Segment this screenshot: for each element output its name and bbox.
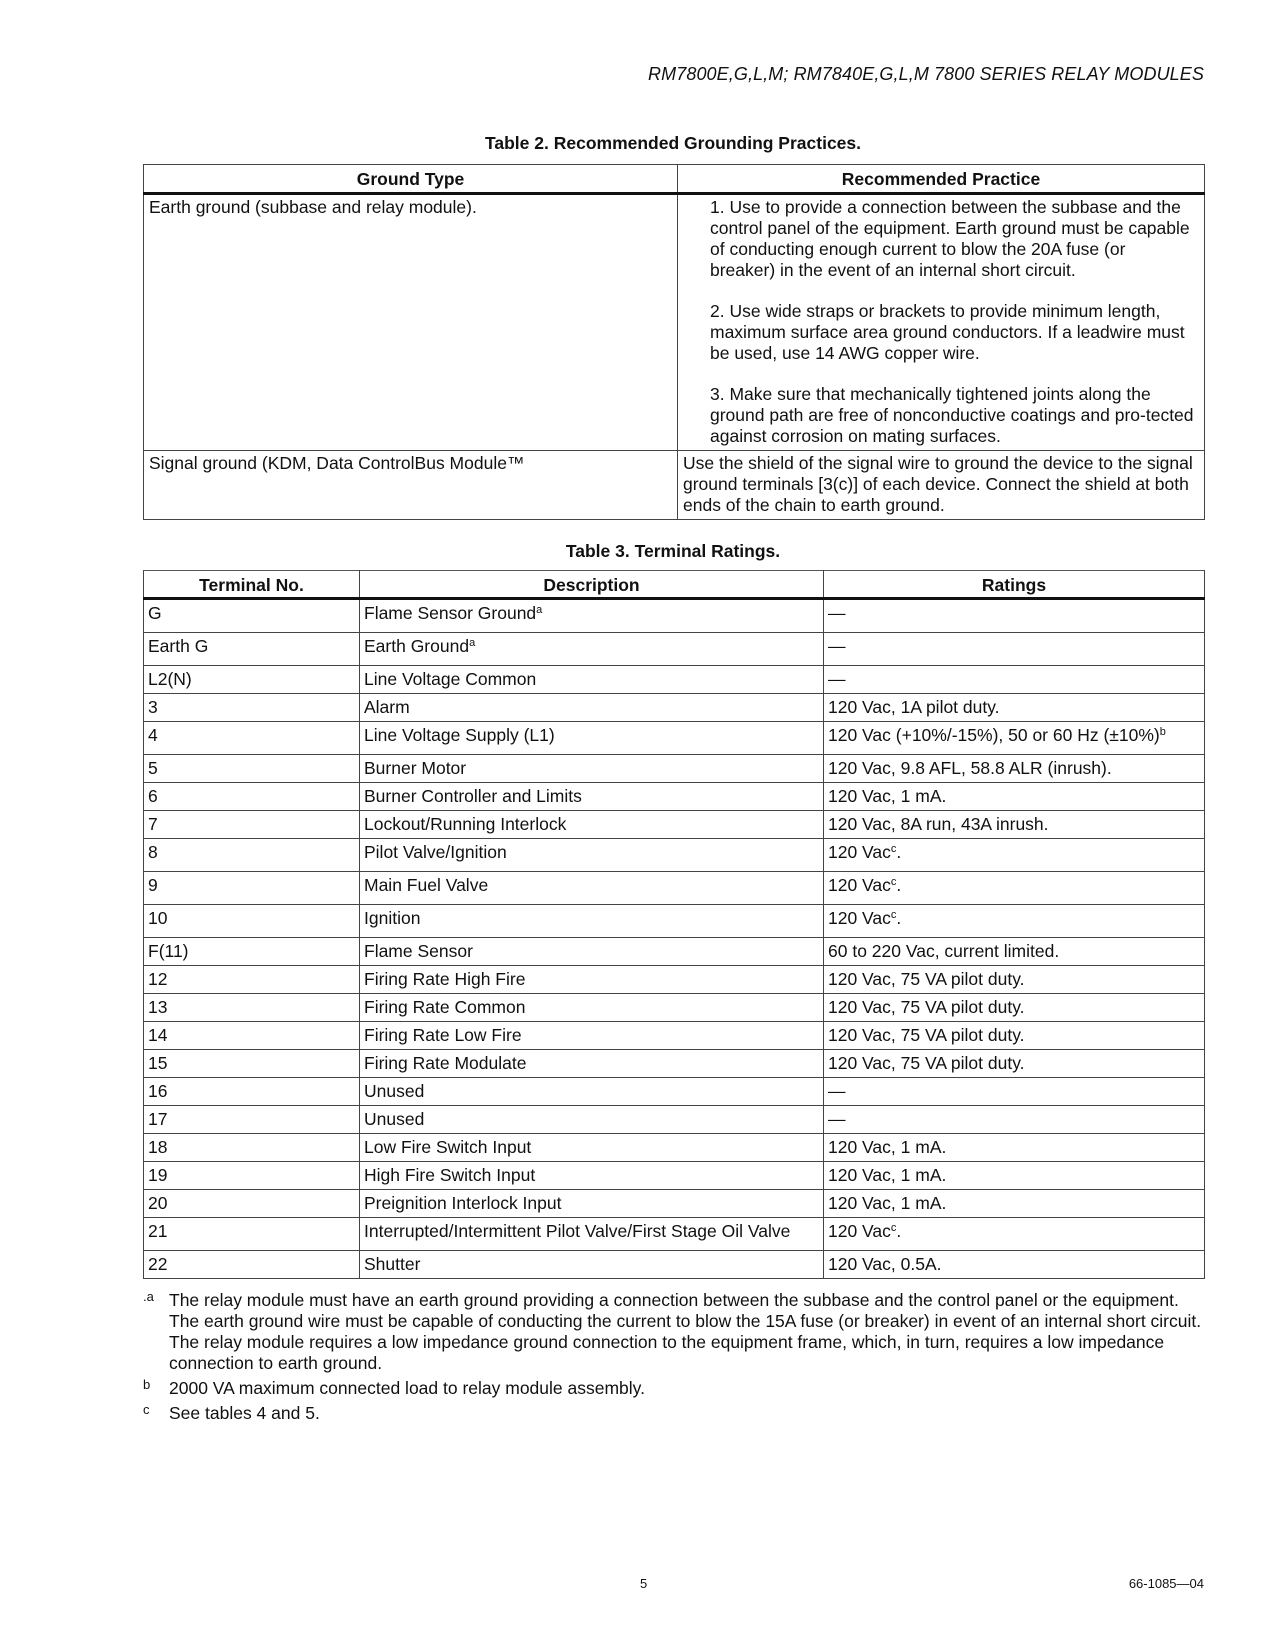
description-cell-text: Unused	[364, 1109, 425, 1129]
table-row	[144, 905, 1205, 938]
description-cell-text: Pilot Valve/Ignition	[364, 842, 507, 862]
footnote-mark: .a	[143, 1289, 154, 1304]
running-header: RM7800E,G,L,M; RM7840E,G,L,M 7800 SERIES RELAY MODULES	[648, 64, 1204, 84]
rating-cell-text: 120 Vac, 75 VA pilot duty.	[828, 1053, 1025, 1073]
punctuation: .	[896, 842, 902, 862]
table-row	[144, 1190, 1205, 1218]
table-header-row	[144, 165, 1205, 194]
terminal-cell	[144, 633, 360, 666]
footnote-mark: b	[143, 1377, 151, 1392]
description-cell-text: Preignition Interlock Input	[364, 1193, 562, 1213]
terminal-cell	[144, 938, 360, 966]
rating-cell-text: —	[828, 603, 846, 623]
footnote	[143, 1378, 1208, 1399]
terminal-cell	[144, 1106, 360, 1134]
description-cell	[360, 1050, 824, 1078]
terminal-cell	[144, 722, 360, 755]
column-header-ground-type: Ground Type	[144, 165, 678, 194]
terminal-cell	[144, 1251, 360, 1279]
rating-cell-text: 120 Vac, 0.5A.	[828, 1254, 942, 1274]
terminal-cell-text: 13	[148, 997, 168, 1017]
page-number: 5	[640, 1576, 648, 1591]
table-row	[144, 938, 1205, 966]
punctuation: .	[896, 875, 902, 895]
rating-cell	[824, 599, 1205, 633]
rating-cell	[824, 633, 1205, 666]
footnote-reference: c	[890, 909, 897, 921]
description-cell	[360, 755, 824, 783]
description-cell-text: Burner Motor	[364, 758, 467, 778]
table-row	[144, 755, 1205, 783]
description-cell	[360, 633, 824, 666]
description-cell-text: Alarm	[364, 697, 410, 717]
column-header-terminal-no: Terminal No.	[144, 571, 360, 599]
footnote-text: See tables 4 and 5.	[169, 1403, 320, 1423]
description-cell-text: Line Voltage Common	[364, 669, 537, 689]
punctuation: .	[896, 1221, 902, 1241]
practice-item: 1. Use to provide a connection between the subbase and the control panel of the equipment. Earth ground must be capable of conducting enough current to blow the 20A fuse (or breaker) in the event of an internal short circuit.	[710, 197, 1190, 280]
terminal-cell	[144, 994, 360, 1022]
rating-cell-text: 120 Vac, 1 mA.	[828, 1137, 947, 1157]
rating-cell	[824, 1218, 1205, 1251]
rating-cell-text: —	[828, 1109, 846, 1129]
description-cell	[360, 872, 824, 905]
terminal-ratings-body	[144, 599, 1205, 1279]
description-cell-text: Line Voltage Supply (L1)	[364, 725, 555, 745]
terminal-cell	[144, 755, 360, 783]
rating-cell-text: 120 Vac, 8A run, 43A inrush.	[828, 814, 1049, 834]
terminal-cell-text: 4	[148, 725, 158, 745]
rating-cell-text: 120 Vac	[828, 908, 891, 928]
description-cell-text: Ignition	[364, 908, 421, 928]
description-cell	[360, 783, 824, 811]
footnote	[143, 1403, 1208, 1424]
description-cell-text: Flame Sensor Ground	[364, 603, 537, 623]
rating-cell	[824, 1251, 1205, 1279]
rating-cell	[824, 872, 1205, 905]
terminal-cell	[144, 1050, 360, 1078]
table-row	[144, 1078, 1205, 1106]
terminal-cell	[144, 599, 360, 633]
table-row	[144, 1050, 1205, 1078]
rating-cell	[824, 839, 1205, 872]
description-cell	[360, 1162, 824, 1190]
terminal-cell	[144, 966, 360, 994]
rating-cell	[824, 1050, 1205, 1078]
terminal-cell-text: G	[148, 603, 162, 623]
footnote-reference: c	[890, 843, 897, 855]
terminal-cell-text: Earth G	[148, 636, 209, 656]
practice-cell: Use the shield of the signal wire to ground the device to the signal ground terminals [3(c)] of each device. Connect the shield at both ends of the chain to earth ground.	[678, 451, 1205, 520]
description-cell-text: Firing Rate Low Fire	[364, 1025, 522, 1045]
rating-cell-text: 120 Vac, 9.8 AFL, 58.8 ALR (inrush).	[828, 758, 1112, 778]
rating-cell-text: 120 Vac, 1 mA.	[828, 786, 947, 806]
description-cell	[360, 1190, 824, 1218]
rating-cell	[824, 811, 1205, 839]
table-row	[144, 811, 1205, 839]
footnote-mark: c	[143, 1402, 150, 1417]
rating-cell	[824, 1134, 1205, 1162]
ground-type-cell: Signal ground (KDM, Data ControlBus Module™	[144, 451, 678, 520]
column-header-description: Description	[360, 571, 824, 599]
table-row	[144, 1022, 1205, 1050]
terminal-cell	[144, 1162, 360, 1190]
rating-cell	[824, 966, 1205, 994]
terminal-cell	[144, 1022, 360, 1050]
description-cell-text: High Fire Switch Input	[364, 1165, 536, 1185]
terminal-cell-text: 7	[148, 814, 158, 834]
terminal-cell-text: 21	[148, 1221, 168, 1241]
terminal-cell	[144, 1190, 360, 1218]
table-row	[144, 783, 1205, 811]
rating-cell-text: 120 Vac	[828, 1221, 891, 1241]
practice-list	[683, 197, 1200, 447]
rating-cell-text: 120 Vac, 1 mA.	[828, 1193, 947, 1213]
rating-cell-text: 120 Vac, 75 VA pilot duty.	[828, 1025, 1025, 1045]
document-number: 66-1085—04	[1128, 1576, 1204, 1591]
terminal-cell	[144, 694, 360, 722]
description-cell-text: Unused	[364, 1081, 425, 1101]
grounding-practices-table	[143, 164, 1205, 520]
rating-cell	[824, 783, 1205, 811]
table-row	[144, 872, 1205, 905]
footnote-text: The relay module must have an earth ground providing a connection between the subbase and the control panel or the equipment. The earth ground wire must be capable of conducting the current to blow the 15A fuse (or breaker) in event of an internal short circuit. The relay module requires a low impedance ground connection to the equipment frame, which, in turn, requires a low impedance connection to earth ground.	[169, 1290, 1202, 1373]
table-row	[144, 994, 1205, 1022]
description-cell	[360, 1022, 824, 1050]
description-cell	[360, 966, 824, 994]
rating-cell-text: 120 Vac	[828, 875, 891, 895]
practice-item: 2. Use wide straps or brackets to provide minimum length, maximum surface area ground conductors. If a leadwire must be used, use 14 AWG copper wire.	[710, 301, 1185, 363]
rating-cell-text: 120 Vac, 1A pilot duty.	[828, 697, 1000, 717]
rating-cell	[824, 1106, 1205, 1134]
rating-cell-text: 120 Vac, 1 mA.	[828, 1165, 947, 1185]
rating-cell	[824, 1022, 1205, 1050]
rating-cell	[824, 994, 1205, 1022]
description-cell	[360, 1106, 824, 1134]
terminal-cell-text: 20	[148, 1193, 168, 1213]
terminal-cell-text: 14	[148, 1025, 168, 1045]
table-row	[144, 599, 1205, 633]
rating-cell	[824, 755, 1205, 783]
table2-caption: Table 2. Recommended Grounding Practices.	[484, 133, 862, 153]
terminal-cell-text: 8	[148, 842, 158, 862]
terminal-cell-text: 12	[148, 969, 168, 989]
rating-cell-text: —	[828, 1081, 846, 1101]
terminal-cell	[144, 1134, 360, 1162]
practice-cell	[678, 194, 1205, 451]
terminal-cell-text: 10	[148, 908, 168, 928]
terminal-cell	[144, 872, 360, 905]
terminal-cell	[144, 1218, 360, 1251]
description-cell	[360, 1251, 824, 1279]
rating-cell	[824, 905, 1205, 938]
table3-caption: Table 3. Terminal Ratings.	[565, 541, 781, 561]
rating-cell	[824, 1162, 1205, 1190]
description-cell-text: Flame Sensor	[364, 941, 473, 961]
rating-cell	[824, 1190, 1205, 1218]
description-cell	[360, 1078, 824, 1106]
terminal-cell	[144, 839, 360, 872]
table-row	[144, 194, 1205, 451]
terminal-cell	[144, 1078, 360, 1106]
terminal-cell-text: 22	[148, 1254, 168, 1274]
table-header-row	[144, 571, 1205, 599]
terminal-cell-text: 16	[148, 1081, 168, 1101]
table-row	[144, 633, 1205, 666]
rating-cell	[824, 694, 1205, 722]
table-row	[144, 839, 1205, 872]
column-header-recommended-practice: Recommended Practice	[678, 165, 1205, 194]
footnotes	[143, 1290, 1208, 1428]
footnote-reference: a	[469, 637, 476, 649]
description-cell	[360, 666, 824, 694]
description-cell-text: Interrupted/Intermittent Pilot Valve/First Stage Oil Valve	[364, 1221, 791, 1241]
rating-cell-text: 60 to 220 Vac, current limited.	[828, 941, 1060, 961]
description-cell	[360, 722, 824, 755]
description-cell	[360, 811, 824, 839]
description-cell-text: Main Fuel Valve	[364, 875, 489, 895]
practice-item: 3. Make sure that mechanically tightened joints along the ground path are free of nonconductive coatings and pro-tected against corrosion on mating surfaces.	[710, 384, 1194, 446]
terminal-cell-text: 15	[148, 1053, 168, 1073]
rating-cell-text: 120 Vac	[828, 842, 891, 862]
terminal-cell-text: F(11)	[148, 941, 189, 961]
description-cell-text: Firing Rate High Fire	[364, 969, 526, 989]
table-row	[144, 722, 1205, 755]
rating-cell	[824, 1078, 1205, 1106]
table-row	[144, 451, 1205, 520]
rating-cell	[824, 938, 1205, 966]
description-cell-text: Lockout/Running Interlock	[364, 814, 567, 834]
description-cell	[360, 839, 824, 872]
description-cell	[360, 1134, 824, 1162]
rating-cell	[824, 666, 1205, 694]
description-cell-text: Burner Controller and Limits	[364, 786, 582, 806]
terminal-cell-text: 17	[148, 1109, 168, 1129]
description-cell-text: Firing Rate Common	[364, 997, 526, 1017]
table-row	[144, 1134, 1205, 1162]
description-cell	[360, 994, 824, 1022]
terminal-cell	[144, 811, 360, 839]
table-row	[144, 1218, 1205, 1251]
footnote	[143, 1290, 1208, 1374]
rating-cell-text: 120 Vac, 75 VA pilot duty.	[828, 997, 1025, 1017]
terminal-cell-text: 5	[148, 758, 158, 778]
description-cell-text: Low Fire Switch Input	[364, 1137, 532, 1157]
description-cell-text: Shutter	[364, 1254, 421, 1274]
ground-type-cell: Earth ground (subbase and relay module).	[144, 194, 678, 451]
description-cell	[360, 694, 824, 722]
terminal-cell	[144, 783, 360, 811]
description-cell	[360, 1218, 824, 1251]
table-row	[144, 666, 1205, 694]
table-row	[144, 694, 1205, 722]
terminal-cell-text: 19	[148, 1165, 168, 1185]
table-row	[144, 1106, 1205, 1134]
description-cell	[360, 938, 824, 966]
table-row	[144, 1162, 1205, 1190]
rating-cell-text: 120 Vac, 75 VA pilot duty.	[828, 969, 1025, 989]
footnote-reference: b	[1159, 726, 1166, 738]
terminal-ratings-table	[143, 570, 1205, 1279]
table-row	[144, 1251, 1205, 1279]
description-cell	[360, 599, 824, 633]
terminal-cell-text: L2(N)	[148, 669, 192, 689]
footnote-reference: c	[890, 876, 897, 888]
terminal-cell-text: 9	[148, 875, 158, 895]
punctuation: .	[896, 908, 902, 928]
terminal-cell	[144, 905, 360, 938]
terminal-cell-text: 6	[148, 786, 158, 806]
description-cell	[360, 905, 824, 938]
rating-cell-text: —	[828, 636, 846, 656]
footnote-reference: a	[536, 604, 543, 616]
description-cell-text: Earth Ground	[364, 636, 470, 656]
terminal-cell-text: 3	[148, 697, 158, 717]
footnote-text: 2000 VA maximum connected load to relay module assembly.	[169, 1378, 645, 1398]
rating-cell-text: 120 Vac (+10%/-15%), 50 or 60 Hz (±10%)	[828, 725, 1160, 745]
column-header-ratings: Ratings	[824, 571, 1205, 599]
terminal-cell	[144, 666, 360, 694]
footnote-reference: c	[890, 1222, 897, 1234]
rating-cell	[824, 722, 1205, 755]
terminal-cell-text: 18	[148, 1137, 168, 1157]
table-row	[144, 966, 1205, 994]
description-cell-text: Firing Rate Modulate	[364, 1053, 527, 1073]
rating-cell-text: —	[828, 669, 846, 689]
